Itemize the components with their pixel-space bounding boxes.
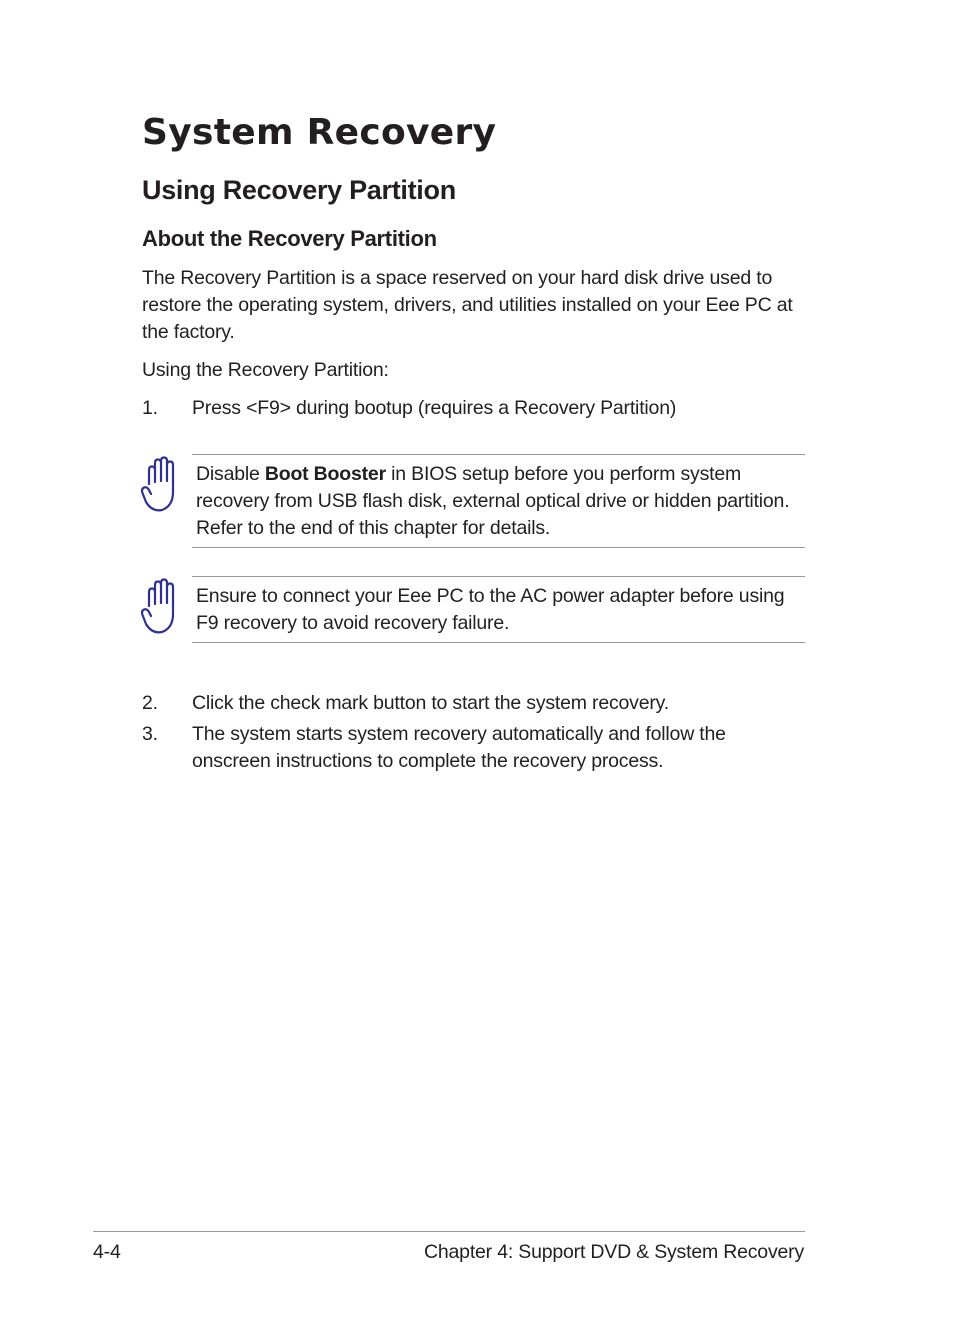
step-number: 2.: [142, 692, 158, 714]
step-text: The system starts system recovery automatically and follow the onscreen instructions to complete the recovery process.: [192, 723, 726, 772]
hand-icon: [140, 456, 182, 514]
note-box-1: [192, 454, 805, 548]
footer-chapter: Chapter 4: Support DVD & System Recovery: [424, 1241, 804, 1263]
note-text-2: Ensure to connect your Eee PC to the AC power adapter before using F9 recovery to avoid recovery failure.: [196, 585, 785, 634]
note-box-2: [192, 576, 805, 643]
page-title: System Recovery: [142, 112, 497, 153]
step-text: Click the check mark button to start the system recovery.: [192, 692, 669, 714]
page-number: 4-4: [93, 1241, 121, 1263]
step-number: 1.: [142, 397, 158, 419]
intro-paragraph: The Recovery Partition is a space reserved on your hard disk drive used to restore the operating system, drivers, and utilities installed on your Eee PC at the factory.: [142, 267, 793, 343]
note-bold-term: Boot Booster: [264, 463, 386, 485]
footer-divider: [93, 1231, 805, 1232]
step-text: Press <F9> during bootup (requires a Recovery Partition): [192, 397, 677, 419]
note-prefix: Disable: [196, 463, 265, 485]
subsection-title: About the Recovery Partition: [142, 226, 437, 251]
step-number: 3.: [142, 723, 158, 745]
hand-icon: [140, 578, 182, 636]
using-label: Using the Recovery Partition:: [142, 359, 389, 381]
note-text-1: [192, 455, 805, 542]
note-suffix: in BIOS setup before you perform system recovery from USB flash disk, external optical drive or hidden partition. Refer to the end of this chapter for details.: [196, 463, 790, 539]
section-title: Using Recovery Partition: [142, 175, 456, 205]
